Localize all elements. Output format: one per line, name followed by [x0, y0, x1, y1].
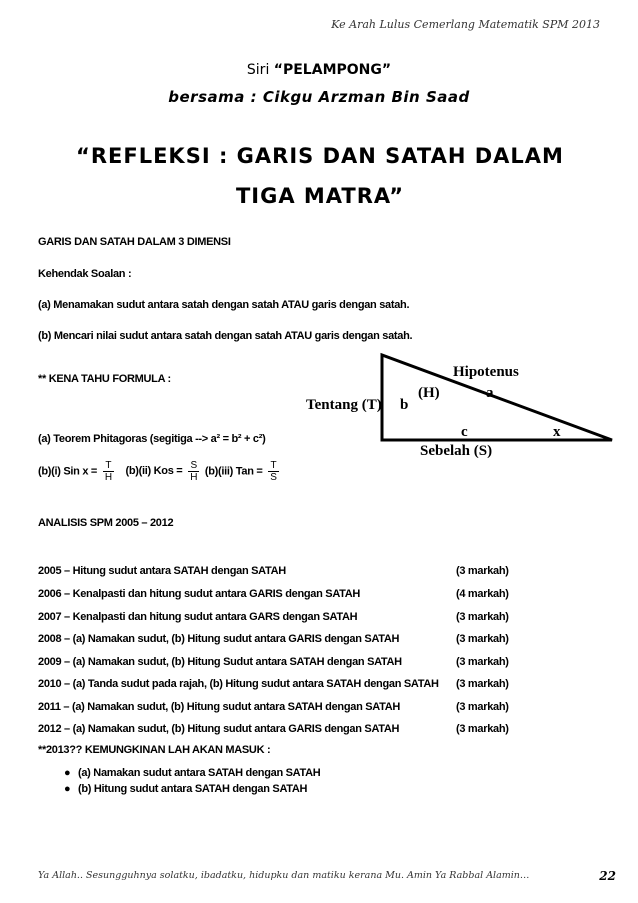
section-heading: GARIS DAN SATAH DALAM 3 DIMENSI [38, 236, 231, 248]
analysis-row [38, 678, 598, 690]
analysis-row-text: 2008 – (a) Namakan sudut, (b) Hitung sudut antara GARIS dengan SATAH [38, 633, 400, 645]
kos-denominator: H [190, 472, 198, 483]
title-line-1: “REFLEKSI : GARIS DAN SATAH DALAM [76, 144, 564, 168]
tan-label: (b)(iii) Tan = [204, 465, 263, 478]
analysis-row-text: 2006 – Kenalpasti dan hitung sudut antara GARIS dengan SATAH [38, 588, 361, 600]
analysis-row-text: 2011 – (a) Namakan sudut, (b) Hitung sudut antara SATAH dengan SATAH [38, 701, 400, 713]
sin-fraction [103, 460, 114, 483]
tan-numerator: T [268, 460, 278, 472]
list-item-text: (b) Hitung sudut antara SATAH dengan SATAH [78, 783, 308, 795]
kemungkinan-heading: **2013?? KEMUNGKINAN LAH AKAN MASUK : [38, 744, 271, 756]
analysis-row-mark: (3 markah) [456, 565, 509, 577]
analysis-row [38, 611, 598, 623]
analisis-heading: ANALISIS SPM 2005 – 2012 [38, 517, 174, 529]
bullet-icon: ● [64, 767, 71, 779]
analysis-row [38, 588, 598, 600]
kos-numerator: S [188, 460, 199, 472]
sin-label: (b)(i) Sin x = [38, 465, 98, 478]
label-x: x [553, 424, 561, 440]
series-title [0, 62, 638, 78]
series-prefix: Siri [246, 62, 274, 78]
label-c: c [461, 424, 468, 440]
kos-label: (b)(ii) Kos = [125, 465, 183, 478]
analysis-row-mark: (3 markah) [456, 701, 509, 713]
analysis-row-mark: (3 markah) [456, 633, 509, 645]
page-title [40, 136, 600, 216]
analysis-row-text: 2007 – Kenalpasti dan hitung sudut antara GARS dengan SATAH [38, 611, 358, 623]
label-sebelah: Sebelah (S) [420, 443, 493, 459]
label-b: b [400, 397, 409, 413]
label-hipotenus: Hipotenus [453, 364, 519, 380]
title-line-2: TIGA MATRA” [235, 184, 405, 208]
list-item-text: (a) Namakan sudut antara SATAH dengan SATAH [78, 767, 321, 779]
list-item [64, 767, 321, 779]
sin-denominator: H [104, 472, 112, 483]
kos-fraction [188, 460, 199, 483]
analysis-row-text: 2009 – (a) Namakan sudut, (b) Hitung Sudut antara SATAH dengan SATAH [38, 656, 402, 668]
label-a: a [486, 385, 494, 401]
analysis-row-mark: (3 markah) [456, 611, 509, 623]
requirement-b: (b) Mencari nilai sudut antara satah dengan satah ATAU garis dengan satah. [38, 330, 413, 342]
analysis-row-mark: (4 markah) [456, 588, 509, 600]
requirement-a: (a) Menamakan sudut antara satah dengan satah ATAU garis dengan satah. [38, 299, 410, 311]
list-item [64, 783, 308, 795]
tan-denominator: S [270, 472, 277, 483]
analysis-row [38, 565, 598, 577]
trig-formulas [38, 460, 282, 483]
running-header: Ke Arah Lulus Cemerlang Matematik SPM 2013 [331, 18, 600, 31]
page-number: 22 [599, 869, 616, 883]
formula-heading: ** KENA TAHU FORMULA : [38, 373, 171, 385]
analysis-row [38, 633, 598, 645]
analysis-row-text: 2005 – Hitung sudut antara SATAH dengan SATAH [38, 565, 286, 577]
kehendak-label: Kehendak Soalan : [38, 268, 132, 280]
analysis-row [38, 656, 598, 668]
author-line: bersama : Cikgu Arzman Bin Saad [168, 88, 470, 106]
series-name: “PELAMPONG” [273, 62, 392, 78]
analysis-row-mark: (3 markah) [456, 723, 509, 735]
bullet-icon: ● [64, 783, 71, 795]
label-h: (H) [418, 385, 440, 401]
footer-prayer: Ya Allah.. Sesungguhnya solatku, ibadatku, hidupku dan matiku kerana Mu. Amin Ya Rabbal Alamin… [38, 870, 530, 881]
tan-fraction [268, 460, 278, 483]
analysis-row-mark: (3 markah) [456, 678, 509, 690]
pythagoras-formula: (a) Teorem Phitagoras (segitiga --> a² = b² + c²) [38, 433, 266, 445]
analysis-row-mark: (3 markah) [456, 656, 509, 668]
analysis-row [38, 701, 598, 713]
analysis-row-text: 2010 – (a) Tanda sudut pada rajah, (b) Hitung sudut antara SATAH dengan SATAH [38, 678, 439, 690]
sin-numerator: T [103, 460, 114, 472]
analysis-row-text: 2012 – (a) Namakan sudut, (b) Hitung sudut antara GARIS dengan SATAH [38, 723, 400, 735]
analysis-row [38, 723, 598, 735]
label-tentang: Tentang (T) [306, 397, 382, 413]
